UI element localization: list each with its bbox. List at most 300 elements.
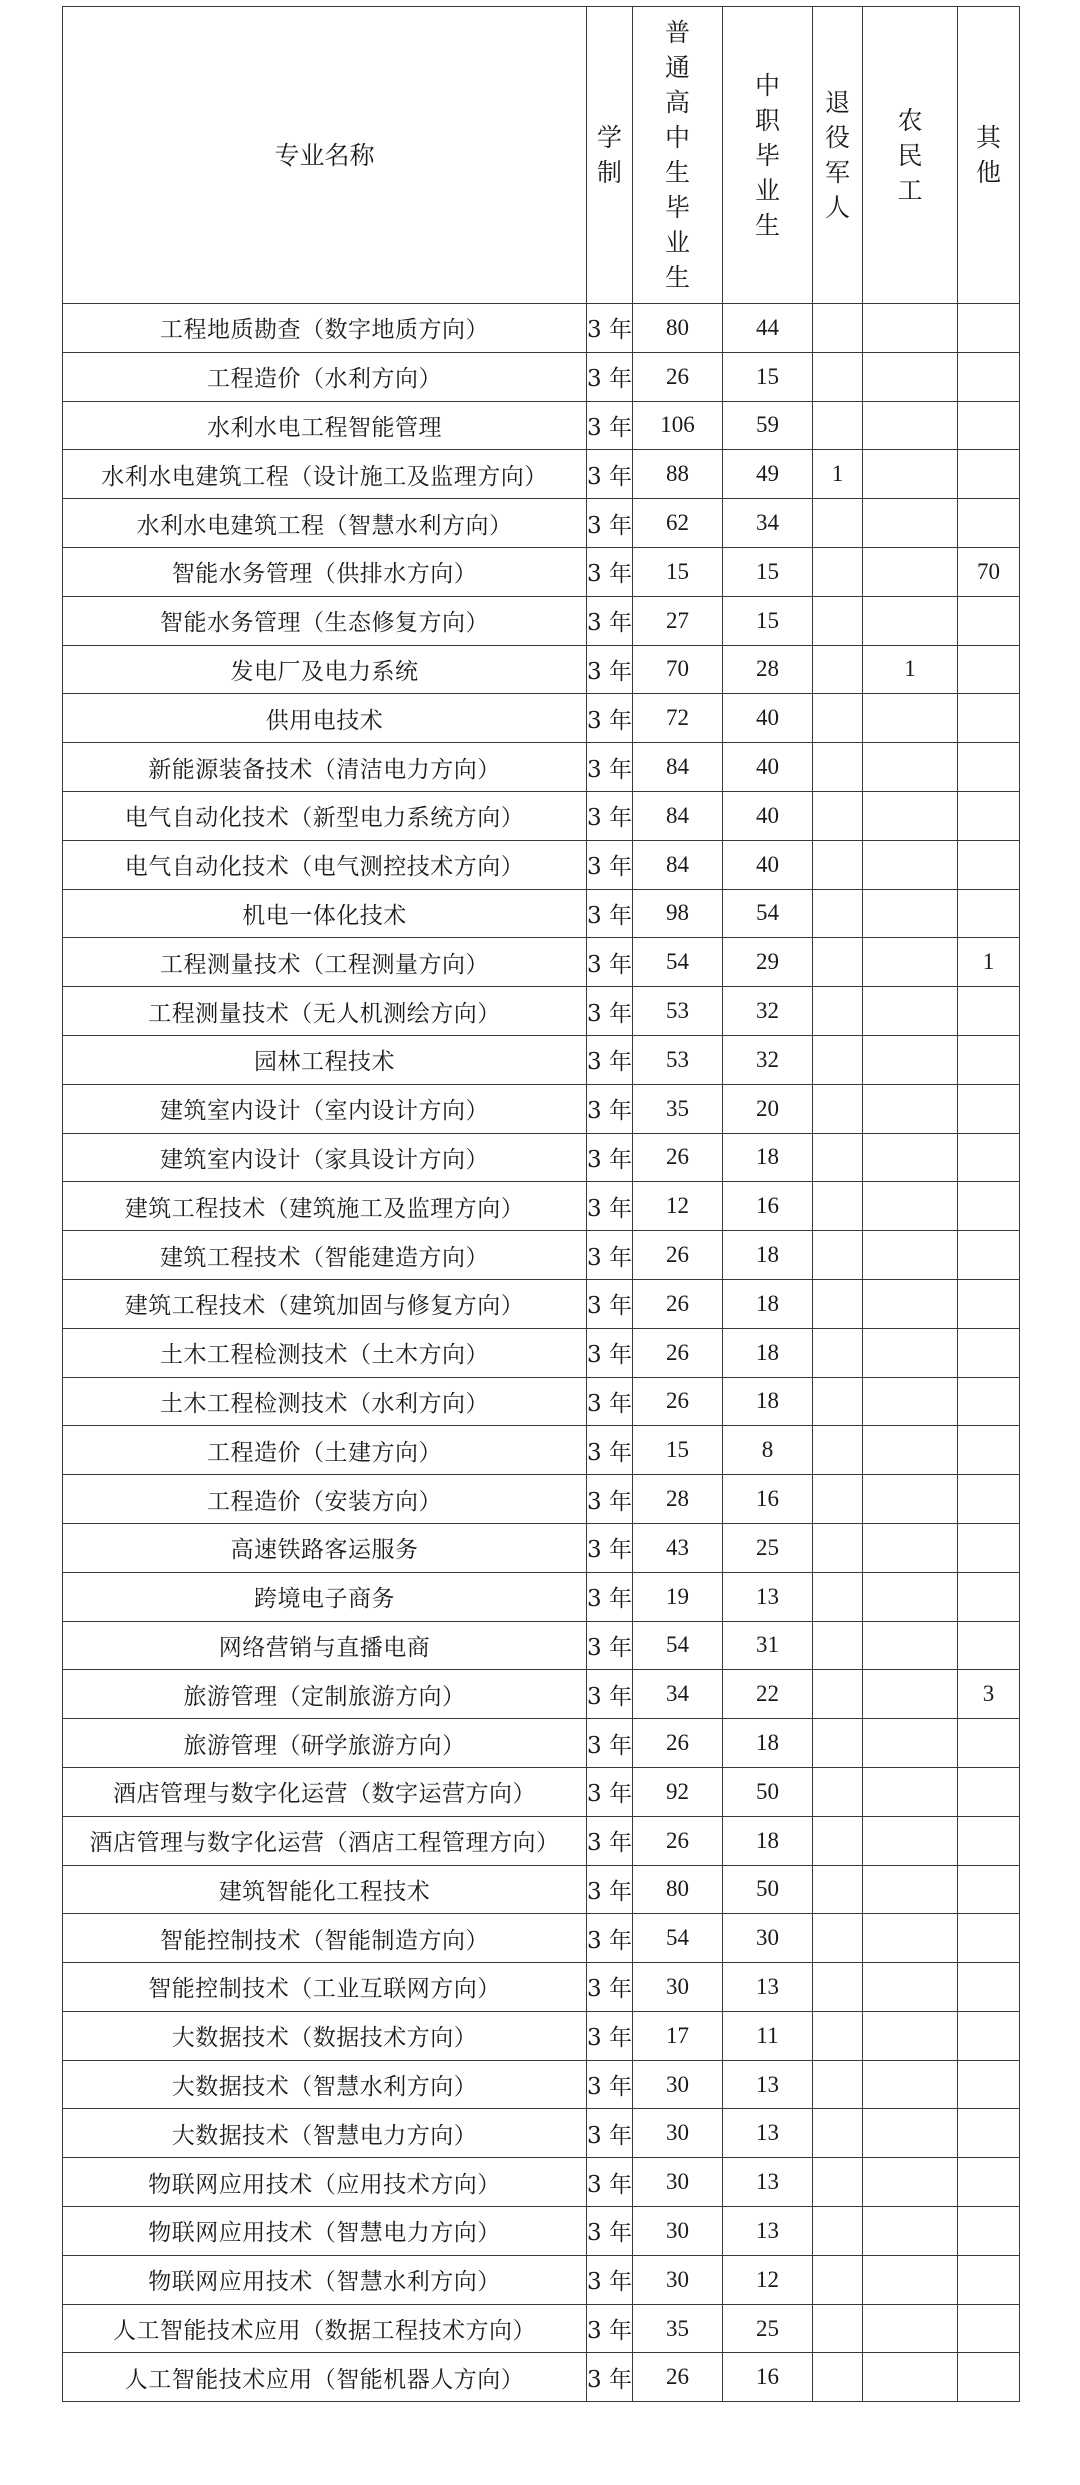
- cell-program-length: 3 年: [587, 1426, 633, 1475]
- cell-other-count: [958, 352, 1020, 401]
- table-row: [63, 2255, 1020, 2304]
- cell-other-count: 70: [958, 547, 1020, 596]
- cell-program-length: 3 年: [587, 1231, 633, 1280]
- cell-migrant-count: [863, 1816, 958, 1865]
- cell-program-length: 3 年: [587, 547, 633, 596]
- cell-program-length: 3 年: [587, 2109, 633, 2158]
- cell-migrant-count: [863, 1133, 958, 1182]
- cell-program-length: 3 年: [587, 596, 633, 645]
- cell-highschool-count: 26: [633, 1328, 723, 1377]
- cell-major-name: 供用电技术: [63, 694, 587, 743]
- cell-vocational-count: 59: [723, 401, 813, 450]
- cell-other-count: [958, 1182, 1020, 1231]
- table-row: [63, 450, 1020, 499]
- cell-highschool-count: 30: [633, 2255, 723, 2304]
- cell-other-count: [958, 2011, 1020, 2060]
- cell-program-length: 3 年: [587, 2060, 633, 2109]
- cell-migrant-count: [863, 450, 958, 499]
- cell-other-count: [958, 1475, 1020, 1524]
- table-row: [63, 1426, 1020, 1475]
- table-row: [63, 791, 1020, 840]
- cell-veteran-count: [813, 2304, 863, 2353]
- table-row: [63, 1670, 1020, 1719]
- cell-major-name: 工程测量技术（工程测量方向）: [63, 938, 587, 987]
- cell-major-name: 园林工程技术: [63, 1035, 587, 1084]
- cell-highschool-count: 53: [633, 987, 723, 1036]
- cell-highschool-count: 12: [633, 1182, 723, 1231]
- cell-highschool-count: 54: [633, 1914, 723, 1963]
- cell-migrant-count: [863, 791, 958, 840]
- cell-major-name: 物联网应用技术（智慧水利方向）: [63, 2255, 587, 2304]
- cell-vocational-count: 22: [723, 1670, 813, 1719]
- header-migrant-workers: 农民工: [863, 7, 958, 304]
- cell-major-name: 智能控制技术（工业互联网方向）: [63, 1963, 587, 2012]
- header-vocational-graduates: 中职毕业生: [723, 7, 813, 304]
- cell-migrant-count: [863, 1035, 958, 1084]
- cell-other-count: [958, 645, 1020, 694]
- cell-veteran-count: [813, 1914, 863, 1963]
- cell-migrant-count: [863, 1963, 958, 2012]
- cell-migrant-count: [863, 2353, 958, 2402]
- cell-program-length: 3 年: [587, 2207, 633, 2256]
- cell-other-count: [958, 2109, 1020, 2158]
- cell-highschool-count: 70: [633, 645, 723, 694]
- cell-vocational-count: 40: [723, 791, 813, 840]
- cell-migrant-count: [863, 1621, 958, 1670]
- cell-highschool-count: 35: [633, 2304, 723, 2353]
- cell-migrant-count: [863, 1670, 958, 1719]
- cell-vocational-count: 25: [723, 2304, 813, 2353]
- cell-major-name: 建筑工程技术（建筑加固与修复方向）: [63, 1279, 587, 1328]
- cell-vocational-count: 13: [723, 1572, 813, 1621]
- cell-program-length: 3 年: [587, 694, 633, 743]
- cell-vocational-count: 54: [723, 889, 813, 938]
- table-row: [63, 596, 1020, 645]
- cell-vocational-count: 32: [723, 1035, 813, 1084]
- cell-major-name: 跨境电子商务: [63, 1572, 587, 1621]
- cell-migrant-count: [863, 694, 958, 743]
- cell-highschool-count: 30: [633, 2060, 723, 2109]
- cell-vocational-count: 11: [723, 2011, 813, 2060]
- cell-vocational-count: 25: [723, 1523, 813, 1572]
- cell-major-name: 酒店管理与数字化运营（酒店工程管理方向）: [63, 1816, 587, 1865]
- cell-major-name: 建筑室内设计（室内设计方向）: [63, 1084, 587, 1133]
- cell-other-count: [958, 1767, 1020, 1816]
- cell-program-length: 3 年: [587, 2304, 633, 2353]
- cell-veteran-count: [813, 2011, 863, 2060]
- table-row: [63, 1963, 1020, 2012]
- cell-veteran-count: [813, 743, 863, 792]
- cell-highschool-count: 84: [633, 743, 723, 792]
- cell-veteran-count: [813, 1572, 863, 1621]
- cell-major-name: 物联网应用技术（智慧电力方向）: [63, 2207, 587, 2256]
- table-row: [63, 889, 1020, 938]
- table-row: [63, 1279, 1020, 1328]
- cell-vocational-count: 16: [723, 1182, 813, 1231]
- cell-vocational-count: 13: [723, 1963, 813, 2012]
- cell-program-length: 3 年: [587, 889, 633, 938]
- cell-veteran-count: [813, 840, 863, 889]
- cell-veteran-count: 1: [813, 450, 863, 499]
- table-row: [63, 1328, 1020, 1377]
- table-row: [63, 1377, 1020, 1426]
- cell-other-count: [958, 1621, 1020, 1670]
- cell-program-length: 3 年: [587, 743, 633, 792]
- cell-highschool-count: 80: [633, 304, 723, 353]
- header-program-length: 学制: [587, 7, 633, 304]
- cell-major-name: 电气自动化技术（电气测控技术方向）: [63, 840, 587, 889]
- cell-veteran-count: [813, 401, 863, 450]
- cell-highschool-count: 54: [633, 1621, 723, 1670]
- cell-major-name: 大数据技术（数据技术方向）: [63, 2011, 587, 2060]
- cell-vocational-count: 20: [723, 1084, 813, 1133]
- cell-vocational-count: 18: [723, 1279, 813, 1328]
- cell-other-count: [958, 1816, 1020, 1865]
- table-row: [63, 1084, 1020, 1133]
- cell-highschool-count: 84: [633, 840, 723, 889]
- cell-program-length: 3 年: [587, 1572, 633, 1621]
- cell-program-length: 3 年: [587, 1377, 633, 1426]
- cell-vocational-count: 50: [723, 1767, 813, 1816]
- cell-veteran-count: [813, 2255, 863, 2304]
- cell-other-count: [958, 450, 1020, 499]
- table-row: [63, 1621, 1020, 1670]
- header-other: 其他: [958, 7, 1020, 304]
- cell-migrant-count: [863, 2255, 958, 2304]
- cell-other-count: [958, 987, 1020, 1036]
- cell-veteran-count: [813, 596, 863, 645]
- cell-highschool-count: 72: [633, 694, 723, 743]
- cell-other-count: [958, 1963, 1020, 2012]
- cell-other-count: [958, 1279, 1020, 1328]
- cell-other-count: [958, 889, 1020, 938]
- cell-veteran-count: [813, 938, 863, 987]
- table-row: [63, 499, 1020, 548]
- cell-other-count: [958, 1084, 1020, 1133]
- cell-vocational-count: 30: [723, 1914, 813, 1963]
- cell-veteran-count: [813, 352, 863, 401]
- cell-other-count: [958, 694, 1020, 743]
- cell-veteran-count: [813, 1865, 863, 1914]
- cell-vocational-count: 13: [723, 2158, 813, 2207]
- cell-veteran-count: [813, 1426, 863, 1475]
- cell-other-count: [958, 1719, 1020, 1768]
- cell-migrant-count: [863, 401, 958, 450]
- cell-veteran-count: [813, 889, 863, 938]
- cell-major-name: 网络营销与直播电商: [63, 1621, 587, 1670]
- cell-veteran-count: [813, 1035, 863, 1084]
- cell-migrant-count: [863, 352, 958, 401]
- table-row: [63, 352, 1020, 401]
- cell-major-name: 工程造价（土建方向）: [63, 1426, 587, 1475]
- cell-other-count: [958, 1523, 1020, 1572]
- cell-migrant-count: [863, 1767, 958, 1816]
- cell-highschool-count: 34: [633, 1670, 723, 1719]
- cell-program-length: 3 年: [587, 1963, 633, 2012]
- cell-vocational-count: 18: [723, 1816, 813, 1865]
- cell-program-length: 3 年: [587, 1914, 633, 1963]
- cell-program-length: 3 年: [587, 1865, 633, 1914]
- cell-vocational-count: 44: [723, 304, 813, 353]
- cell-migrant-count: [863, 2109, 958, 2158]
- table-row: [63, 1572, 1020, 1621]
- cell-migrant-count: [863, 1865, 958, 1914]
- cell-other-count: [958, 1914, 1020, 1963]
- cell-major-name: 水利水电建筑工程（智慧水利方向）: [63, 499, 587, 548]
- cell-vocational-count: 18: [723, 1133, 813, 1182]
- cell-highschool-count: 26: [633, 2353, 723, 2402]
- cell-program-length: 3 年: [587, 1621, 633, 1670]
- cell-vocational-count: 13: [723, 2060, 813, 2109]
- cell-highschool-count: 54: [633, 938, 723, 987]
- cell-vocational-count: 12: [723, 2255, 813, 2304]
- cell-vocational-count: 29: [723, 938, 813, 987]
- table-row: [63, 1914, 1020, 1963]
- cell-highschool-count: 35: [633, 1084, 723, 1133]
- cell-other-count: [958, 304, 1020, 353]
- header-row: [63, 7, 1020, 304]
- cell-other-count: 3: [958, 1670, 1020, 1719]
- cell-highschool-count: 84: [633, 791, 723, 840]
- cell-other-count: [958, 743, 1020, 792]
- cell-veteran-count: [813, 1816, 863, 1865]
- cell-migrant-count: [863, 2304, 958, 2353]
- table-row: [63, 1035, 1020, 1084]
- cell-veteran-count: [813, 1133, 863, 1182]
- cell-highschool-count: 80: [633, 1865, 723, 1914]
- enrollment-plan-table: [62, 6, 1020, 2402]
- cell-program-length: 3 年: [587, 791, 633, 840]
- cell-program-length: 3 年: [587, 1475, 633, 1524]
- cell-program-length: 3 年: [587, 450, 633, 499]
- cell-migrant-count: [863, 889, 958, 938]
- cell-veteran-count: [813, 1182, 863, 1231]
- cell-major-name: 人工智能技术应用（智能机器人方向）: [63, 2353, 587, 2402]
- cell-major-name: 发电厂及电力系统: [63, 645, 587, 694]
- cell-program-length: 3 年: [587, 1182, 633, 1231]
- cell-major-name: 物联网应用技术（应用技术方向）: [63, 2158, 587, 2207]
- cell-other-count: [958, 2353, 1020, 2402]
- cell-highschool-count: 26: [633, 1279, 723, 1328]
- cell-other-count: [958, 1426, 1020, 1475]
- cell-veteran-count: [813, 2207, 863, 2256]
- cell-vocational-count: 49: [723, 450, 813, 499]
- cell-vocational-count: 18: [723, 1377, 813, 1426]
- cell-program-length: 3 年: [587, 1084, 633, 1133]
- cell-migrant-count: [863, 938, 958, 987]
- cell-veteran-count: [813, 1767, 863, 1816]
- table-row: [63, 401, 1020, 450]
- table-row: [63, 743, 1020, 792]
- cell-program-length: 3 年: [587, 2255, 633, 2304]
- cell-migrant-count: [863, 1084, 958, 1133]
- cell-migrant-count: [863, 1231, 958, 1280]
- cell-program-length: 3 年: [587, 1328, 633, 1377]
- cell-vocational-count: 18: [723, 1719, 813, 1768]
- cell-major-name: 建筑工程技术（智能建造方向）: [63, 1231, 587, 1280]
- cell-veteran-count: [813, 1523, 863, 1572]
- cell-migrant-count: [863, 499, 958, 548]
- cell-major-name: 工程测量技术（无人机测绘方向）: [63, 987, 587, 1036]
- cell-program-length: 3 年: [587, 401, 633, 450]
- cell-major-name: 人工智能技术应用（数据工程技术方向）: [63, 2304, 587, 2353]
- cell-migrant-count: [863, 1377, 958, 1426]
- cell-highschool-count: 26: [633, 1231, 723, 1280]
- cell-highschool-count: 106: [633, 401, 723, 450]
- cell-major-name: 大数据技术（智慧水利方向）: [63, 2060, 587, 2109]
- cell-program-length: 3 年: [587, 352, 633, 401]
- cell-vocational-count: 40: [723, 694, 813, 743]
- table-row: [63, 1767, 1020, 1816]
- cell-program-length: 3 年: [587, 1767, 633, 1816]
- cell-vocational-count: 16: [723, 1475, 813, 1524]
- cell-program-length: 3 年: [587, 2353, 633, 2402]
- cell-vocational-count: 18: [723, 1231, 813, 1280]
- cell-other-count: [958, 1865, 1020, 1914]
- cell-program-length: 3 年: [587, 1719, 633, 1768]
- cell-program-length: 3 年: [587, 499, 633, 548]
- cell-major-name: 工程造价（安装方向）: [63, 1475, 587, 1524]
- table-row: [63, 2304, 1020, 2353]
- cell-vocational-count: 40: [723, 743, 813, 792]
- cell-migrant-count: [863, 1279, 958, 1328]
- cell-migrant-count: [863, 2011, 958, 2060]
- cell-vocational-count: 18: [723, 1328, 813, 1377]
- cell-program-length: 3 年: [587, 1523, 633, 1572]
- cell-veteran-count: [813, 304, 863, 353]
- cell-migrant-count: [863, 304, 958, 353]
- table-row: [63, 1523, 1020, 1572]
- cell-highschool-count: 88: [633, 450, 723, 499]
- cell-vocational-count: 40: [723, 840, 813, 889]
- cell-migrant-count: [863, 1475, 958, 1524]
- table-row: [63, 1719, 1020, 1768]
- cell-migrant-count: [863, 2207, 958, 2256]
- cell-veteran-count: [813, 2353, 863, 2402]
- cell-highschool-count: 30: [633, 2158, 723, 2207]
- cell-veteran-count: [813, 791, 863, 840]
- cell-veteran-count: [813, 987, 863, 1036]
- table-header: [63, 7, 1020, 304]
- cell-migrant-count: [863, 1572, 958, 1621]
- cell-veteran-count: [813, 2158, 863, 2207]
- cell-program-length: 3 年: [587, 938, 633, 987]
- cell-highschool-count: 28: [633, 1475, 723, 1524]
- cell-vocational-count: 13: [723, 2207, 813, 2256]
- cell-veteran-count: [813, 1719, 863, 1768]
- cell-other-count: [958, 2255, 1020, 2304]
- cell-vocational-count: 34: [723, 499, 813, 548]
- cell-program-length: 3 年: [587, 987, 633, 1036]
- cell-migrant-count: [863, 1182, 958, 1231]
- cell-other-count: [958, 499, 1020, 548]
- cell-migrant-count: [863, 1914, 958, 1963]
- cell-vocational-count: 16: [723, 2353, 813, 2402]
- table-row: [63, 2353, 1020, 2402]
- cell-veteran-count: [813, 1670, 863, 1719]
- cell-highschool-count: 19: [633, 1572, 723, 1621]
- cell-migrant-count: 1: [863, 645, 958, 694]
- cell-vocational-count: 31: [723, 1621, 813, 1670]
- cell-highschool-count: 26: [633, 1377, 723, 1426]
- table-body: [63, 304, 1020, 2402]
- cell-program-length: 3 年: [587, 840, 633, 889]
- cell-highschool-count: 26: [633, 1133, 723, 1182]
- cell-veteran-count: [813, 1231, 863, 1280]
- cell-other-count: [958, 2304, 1020, 2353]
- cell-migrant-count: [863, 1328, 958, 1377]
- cell-migrant-count: [863, 840, 958, 889]
- cell-major-name: 旅游管理（研学旅游方向）: [63, 1719, 587, 1768]
- table-row: [63, 1231, 1020, 1280]
- cell-major-name: 建筑室内设计（家具设计方向）: [63, 1133, 587, 1182]
- header-highschool-graduates: 普通高中生毕业生: [633, 7, 723, 304]
- cell-highschool-count: 98: [633, 889, 723, 938]
- table-row: [63, 2060, 1020, 2109]
- table-row: [63, 2207, 1020, 2256]
- cell-migrant-count: [863, 596, 958, 645]
- cell-other-count: [958, 840, 1020, 889]
- cell-veteran-count: [813, 1963, 863, 2012]
- cell-program-length: 3 年: [587, 1670, 633, 1719]
- cell-major-name: 工程地质勘查（数字地质方向）: [63, 304, 587, 353]
- table-row: [63, 645, 1020, 694]
- table-row: [63, 1865, 1020, 1914]
- cell-major-name: 建筑工程技术（建筑施工及监理方向）: [63, 1182, 587, 1231]
- cell-program-length: 3 年: [587, 1133, 633, 1182]
- cell-major-name: 大数据技术（智慧电力方向）: [63, 2109, 587, 2158]
- cell-vocational-count: 50: [723, 1865, 813, 1914]
- cell-highschool-count: 15: [633, 547, 723, 596]
- cell-other-count: [958, 2207, 1020, 2256]
- cell-highschool-count: 27: [633, 596, 723, 645]
- cell-other-count: [958, 1035, 1020, 1084]
- cell-veteran-count: [813, 1621, 863, 1670]
- cell-major-name: 酒店管理与数字化运营（数字运营方向）: [63, 1767, 587, 1816]
- table-row: [63, 1133, 1020, 1182]
- cell-major-name: 智能水务管理（供排水方向）: [63, 547, 587, 596]
- cell-migrant-count: [863, 1523, 958, 1572]
- cell-veteran-count: [813, 694, 863, 743]
- table-row: [63, 987, 1020, 1036]
- cell-veteran-count: [813, 2109, 863, 2158]
- cell-major-name: 水利水电建筑工程（设计施工及监理方向）: [63, 450, 587, 499]
- cell-veteran-count: [813, 2060, 863, 2109]
- cell-major-name: 电气自动化技术（新型电力系统方向）: [63, 791, 587, 840]
- cell-highschool-count: 53: [633, 1035, 723, 1084]
- header-veterans: 退役军人: [813, 7, 863, 304]
- cell-migrant-count: [863, 1426, 958, 1475]
- cell-veteran-count: [813, 1084, 863, 1133]
- cell-other-count: [958, 401, 1020, 450]
- table-row: [63, 2158, 1020, 2207]
- cell-other-count: [958, 1377, 1020, 1426]
- cell-veteran-count: [813, 1377, 863, 1426]
- cell-other-count: [958, 791, 1020, 840]
- cell-highschool-count: 15: [633, 1426, 723, 1475]
- cell-other-count: [958, 2158, 1020, 2207]
- table-row: [63, 2011, 1020, 2060]
- cell-highschool-count: 43: [633, 1523, 723, 1572]
- cell-vocational-count: 15: [723, 596, 813, 645]
- cell-veteran-count: [813, 1475, 863, 1524]
- cell-highschool-count: 30: [633, 2109, 723, 2158]
- table-row: [63, 547, 1020, 596]
- table-row: [63, 1475, 1020, 1524]
- header-major-name: 专业名称: [63, 7, 587, 304]
- cell-vocational-count: 15: [723, 547, 813, 596]
- cell-major-name: 土木工程检测技术（水利方向）: [63, 1377, 587, 1426]
